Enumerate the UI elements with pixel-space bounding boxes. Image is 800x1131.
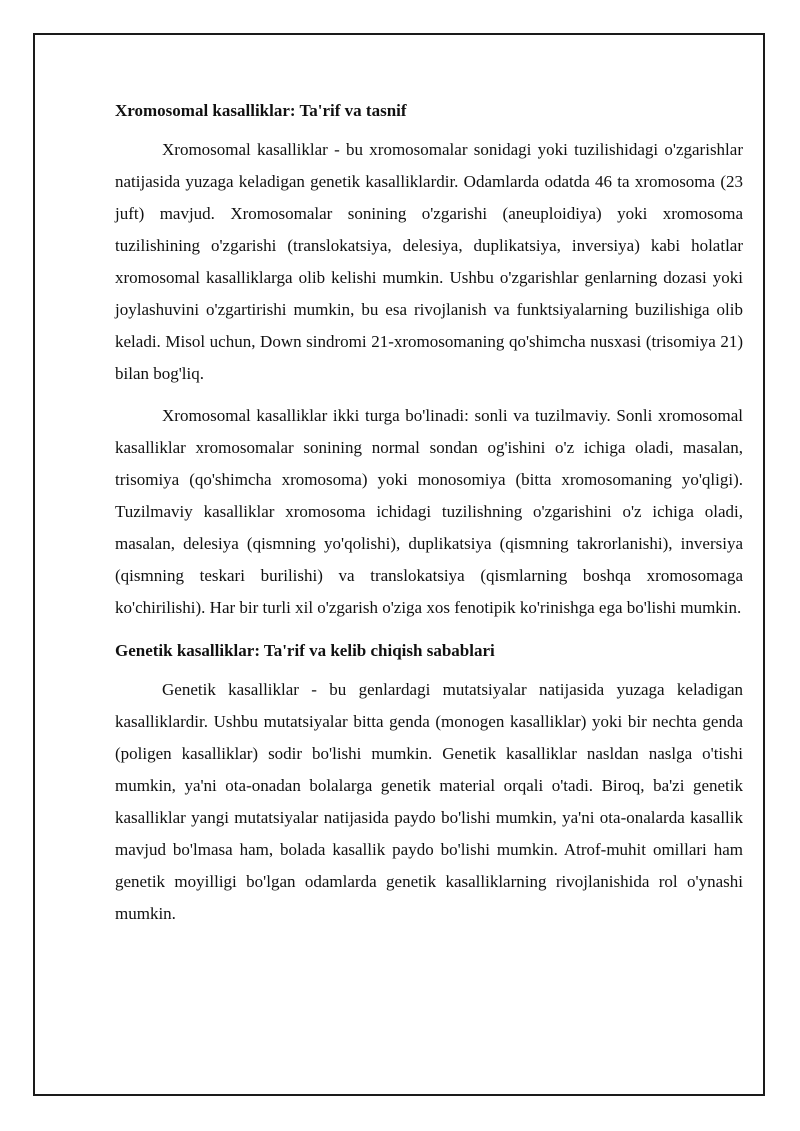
section-chromosomal-diseases bbox=[115, 100, 743, 624]
section-heading: Xromosomal kasalliklar: Ta'rif va tasnif bbox=[115, 101, 407, 120]
paragraph: Xromosomal kasalliklar ikki turga bo'linadi: sonli va tuzilmaviy. Sonli xromosomal kasalliklar xromosomalar sonining normal sondan og'ishini o'z ichiga oladi, masalan, trisomiya (qo'shimcha xromosoma) yoki monosomiya (bitta xromosomaning yo'qligi). Tuzilmaviy kasalliklar xromosoma ichidagi tuzilishning o'zgarishini o'z ichiga oladi, masalan, delesiya (qismning yo'qolishi), duplikatsiya (qismning takrorlanishi), inversiya (qismning teskari burilishi) va translokatsiya (qismlarning boshqa xromosomaga ko'chirilishi). Har bir turli xil o'zgarish o'ziga xos fenotipik ko'rinishga ega bo'lishi mumkin. bbox=[115, 406, 743, 617]
section-genetic-diseases bbox=[115, 640, 743, 930]
paragraph: Genetik kasalliklar - bu genlardagi mutatsiyalar natijasida yuzaga keladigan kasalliklardir. Ushbu mutatsiyalar bitta genda (monogen kasalliklar) yoki bir nechta genda (poligen kasalliklar) sodir bo'lishi mumkin. Genetik kasalliklar nasldan naslga o'tishi mumkin, ya'ni ota-onadan bolalarga genetik material orqali o'tadi. Biroq, ba'zi genetik kasalliklar yangi mutatsiyalar natijasida paydo bo'lishi mumkin, ya'ni ota-onalarda kasallik mavjud bo'lmasa ham, bolada kasallik paydo bo'lishi mumkin. Atrof-muhit omillari ham genetik moyilligi bo'lgan odamlarda genetik kasalliklarning rivojlanishida rol o'ynashi mumkin. bbox=[115, 680, 743, 923]
document-body bbox=[115, 100, 743, 940]
section-heading: Genetik kasalliklar: Ta'rif va kelib chiqish sabablari bbox=[115, 641, 495, 660]
paragraph: Xromosomal kasalliklar - bu xromosomalar sonidagi yoki tuzilishidagi o'zgarishlar natijasida yuzaga keladigan genetik kasalliklardir. Odamlarda odatda 46 ta xromosoma (23 juft) mavjud. Xromosomalar sonining o'zgarishi (aneuploidiya) yoki xromosoma tuzilishining o'zgarishi (translokatsiya, delesiya, duplikatsiya, inversiya) kabi holatlar xromosomal kasalliklarga olib kelishi mumkin. Ushbu o'zgarishlar genlarning dozasi yoki joylashuvini o'zgartirishi mumkin, bu esa rivojlanish va funktsiyalarning buzilishiga olib keladi. Misol uchun, Down sindromi 21-xromosomaning qo'shimcha nusxasi (trisomiya 21) bilan bog'liq. bbox=[115, 140, 743, 383]
